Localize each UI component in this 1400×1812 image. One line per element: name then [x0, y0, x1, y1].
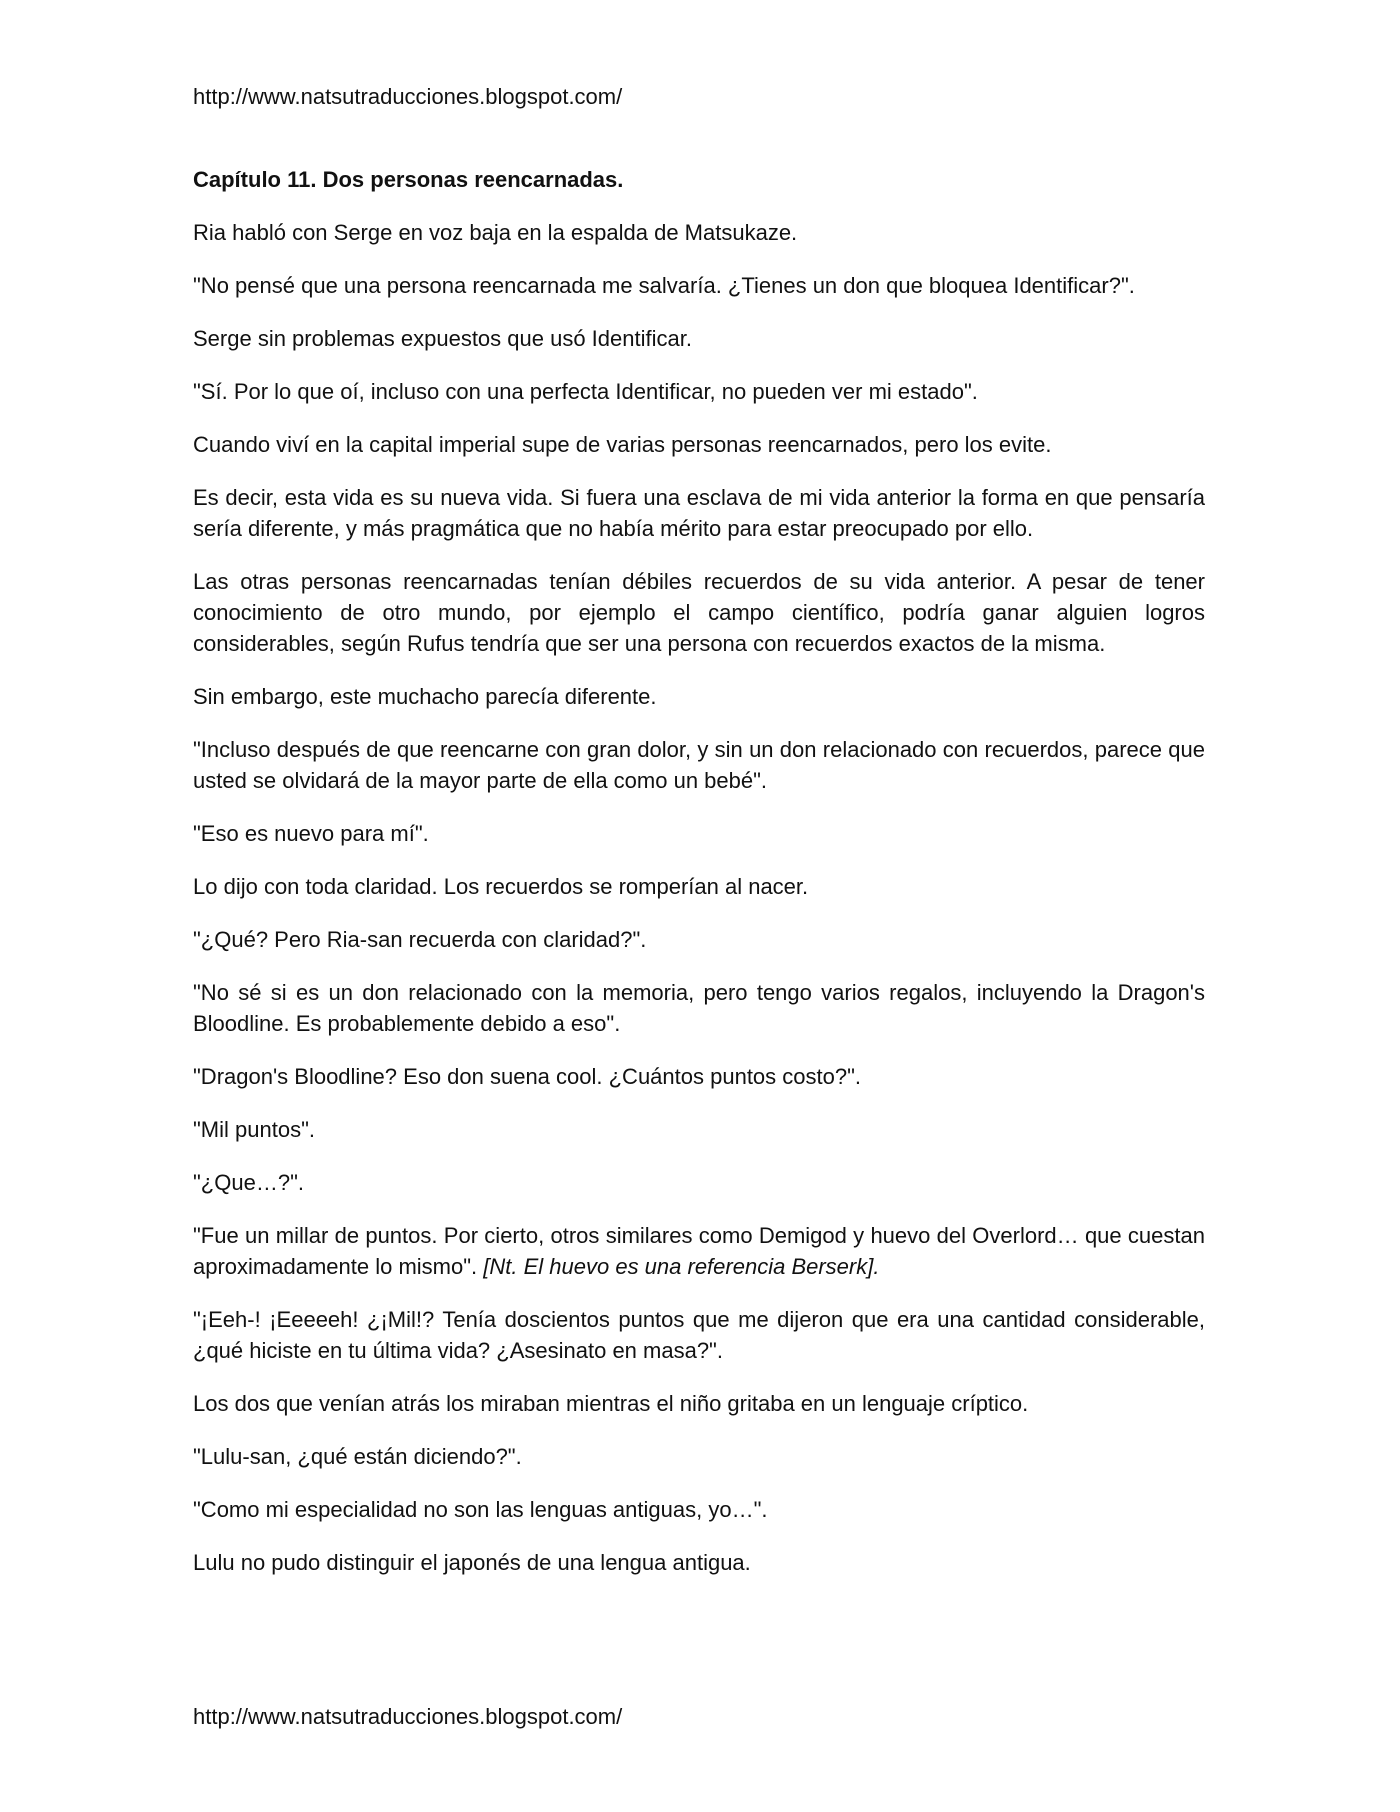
header-url[interactable]: http://www.natsutraducciones.blogspot.com/	[193, 84, 623, 109]
paragraph: "¿Que…?".	[193, 1170, 304, 1195]
paragraph: "No pensé que una persona reencarnada me salvaría. ¿Tienes un don que bloquea Identificar?".	[193, 273, 1135, 298]
paragraph-text: "Fue un millar de puntos. Por cierto, otros similares como Demigod y huevo del Overlord… que cuestan aproximadamente lo mismo".	[193, 1223, 1205, 1279]
paragraph: "Como mi especialidad no son las lenguas antiguas, yo…".	[193, 1497, 768, 1522]
paragraph: "Eso es nuevo para mí".	[193, 821, 429, 846]
paragraph: Cuando viví en la capital imperial supe de varias personas reencarnados, pero los evite.	[193, 432, 1052, 457]
paragraph: Sin embargo, este muchacho parecía diferente.	[193, 684, 657, 709]
translator-note: [Nt. El huevo es una referencia Berserk].	[483, 1254, 880, 1279]
paragraph: Lulu no pudo distinguir el japonés de una lengua antigua.	[193, 1550, 751, 1575]
paragraph: "Sí. Por lo que oí, incluso con una perfecta Identificar, no pueden ver mi estado".	[193, 379, 978, 404]
paragraph: Ria habló con Serge en voz baja en la espalda de Matsukaze.	[193, 220, 798, 245]
document-body	[193, 165, 1205, 1600]
paragraph-with-note	[193, 1220, 1205, 1282]
paragraph: "Lulu-san, ¿qué están diciendo?".	[193, 1444, 522, 1469]
paragraph: Las otras personas reencarnadas tenían débiles recuerdos de su vida anterior. A pesar de tener conocimiento de otro mundo, por ejemplo el campo científico, podría ganar alguien logros considerables, según Rufus tendría que ser una persona con recuerdos exactos de la misma.	[193, 569, 1205, 656]
paragraph: "No sé si es un don relacionado con la memoria, pero tengo varios regalos, incluyendo la Dragon's Bloodline. Es probablemente debido a eso".	[193, 980, 1205, 1036]
paragraph: "Incluso después de que reencarne con gran dolor, y sin un don relacionado con recuerdos, parece que usted se olvidará de la mayor parte de ella como un bebé".	[193, 737, 1205, 793]
paragraph: Lo dijo con toda claridad. Los recuerdos se romperían al nacer.	[193, 874, 809, 899]
paragraph: "¿Qué? Pero Ria-san recuerda con claridad?".	[193, 927, 647, 952]
footer-url[interactable]: http://www.natsutraducciones.blogspot.com/	[193, 1704, 623, 1729]
paragraph: "¡Eeh-! ¡Eeeeeh! ¿¡Mil!? Tenía doscientos puntos que me dijeron que era una cantidad considerable, ¿qué hiciste en tu última vida? ¿Asesinato en masa?".	[193, 1307, 1205, 1363]
paragraph: Los dos que venían atrás los miraban mientras el niño gritaba en un lenguaje críptico.	[193, 1391, 1029, 1416]
paragraph: "Mil puntos".	[193, 1117, 315, 1142]
paragraph: Es decir, esta vida es su nueva vida. Si fuera una esclava de mi vida anterior la forma en que pensaría sería diferente, y más pragmática que no había mérito para estar preocupado por ello.	[193, 485, 1205, 541]
paragraph: "Dragon's Bloodline? Eso don suena cool. ¿Cuántos puntos costo?".	[193, 1064, 862, 1089]
paragraph: Serge sin problemas expuestos que usó Identificar.	[193, 326, 692, 351]
chapter-title: Capítulo 11. Dos personas reencarnadas.	[193, 167, 624, 192]
